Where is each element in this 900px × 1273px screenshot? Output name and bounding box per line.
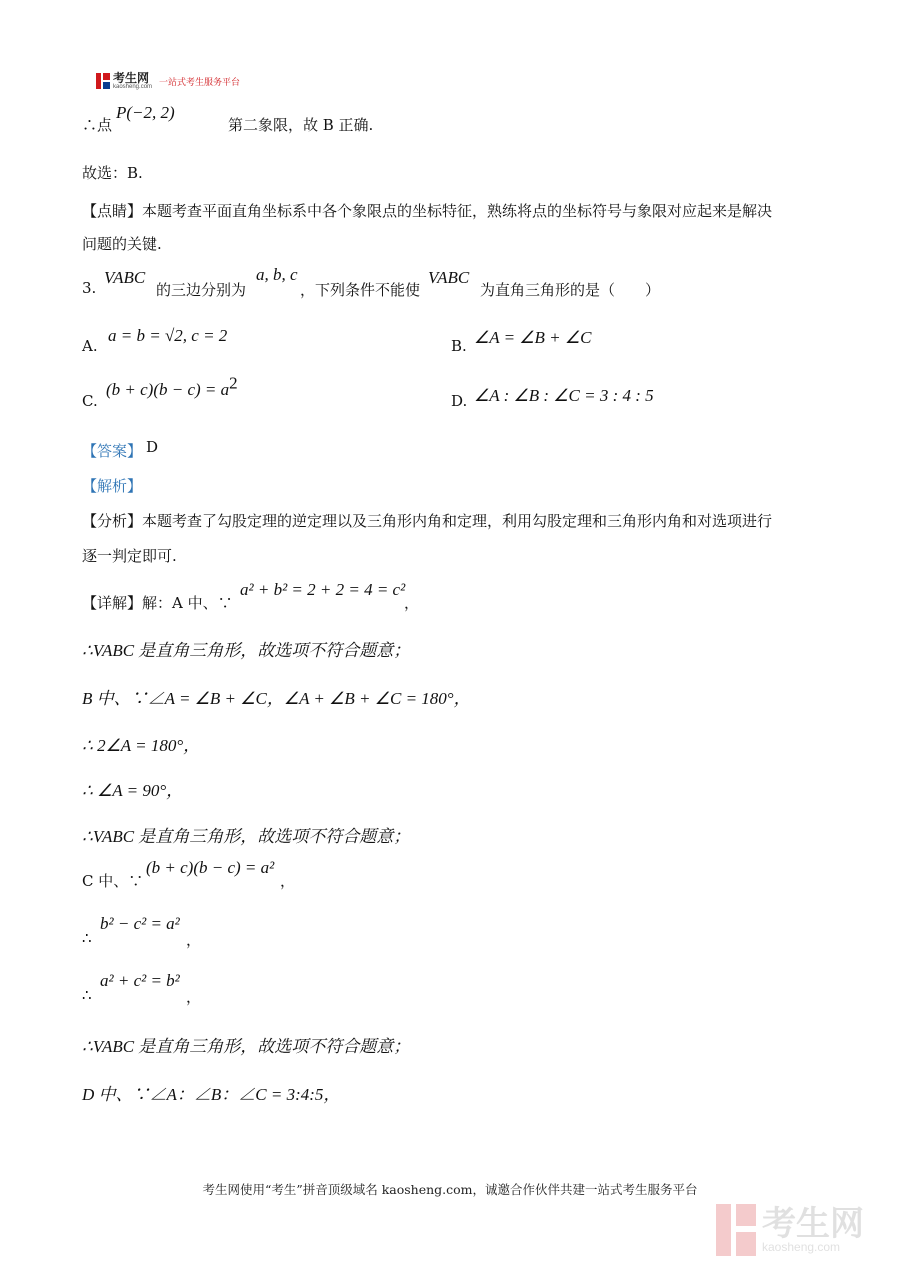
answer-tag: 【答案】: [82, 442, 143, 460]
header-logo: [96, 72, 240, 90]
choose-line: 故选：B.: [82, 164, 143, 182]
line-point-prefix: ∴点: [82, 116, 113, 134]
option-b-expr: ∠A = ∠B + ∠C: [474, 328, 592, 347]
option-c-expr: (b + c)(b − c) = a: [106, 380, 230, 399]
step-9: ∴VABC 是直角三角形，故选项不符合题意；: [82, 1037, 411, 1056]
step-6-expr: (b + c)(b − c) = a²: [146, 858, 275, 877]
option-a-label: A.: [82, 337, 98, 355]
detail-expr: a² + b² = 2 + 2 = 4 = c²: [240, 580, 406, 599]
logo-title: 考生网: [113, 71, 150, 85]
step-4: ∴ ∠A = 90°，: [82, 781, 184, 800]
comment-line-1: 【点睛】本题考查平面直角坐标系中各个象限点的坐标特征，熟练将点的坐标符号与象限对应起来是解决: [82, 202, 773, 220]
watermark-logo-icon: [716, 1204, 756, 1256]
watermark: [716, 1204, 864, 1256]
comment-line-2: 问题的关键.: [82, 235, 162, 253]
step-8-suffix: ，: [186, 988, 202, 1006]
question-text-2: ，下列条件不能使: [300, 281, 421, 299]
logo-domain: kaosheng.com: [113, 84, 153, 90]
analysis-tag: 【解析】: [82, 477, 143, 495]
line-point-suffix: 第二象限，故 B 正确.: [228, 116, 374, 134]
footer-text: 考生网使用“考生”拼音顶级域名 kaosheng.com，诚邀合作伙伴共建一站式考生服务平台: [202, 1182, 698, 1197]
analysis-line-2: 逐一判定即可.: [82, 547, 177, 565]
option-a-expr: a = b = √2, c = 2: [108, 326, 228, 345]
step-2: B 中、∵∠A = ∠B + ∠C，∠A + ∠B + ∠C = 180°，: [82, 689, 471, 708]
step-8-prefix: ∴: [82, 986, 92, 1004]
answer-value: D: [146, 438, 159, 456]
step-3: ∴ 2∠A = 180°，: [82, 736, 201, 755]
analysis-line-1: 【分析】本题考查了勾股定理的逆定理以及三角形内角和定理，利用勾股定理和三角形内角和对选项进行: [82, 512, 773, 530]
option-d-expr: ∠A : ∠B : ∠C = 3 : 4 : 5: [474, 386, 654, 405]
step-1: ∴VABC 是直角三角形，故选项不符合题意；: [82, 641, 411, 660]
step-10: D 中、∵∠A：∠B：∠C = 3:4:5，: [82, 1085, 341, 1104]
step-7-prefix: ∴: [82, 929, 92, 947]
question-triangle-1: VABC: [104, 268, 146, 287]
question-triangle-2: VABC: [428, 268, 470, 287]
step-5: ∴VABC 是直角三角形，故选项不符合题意；: [82, 827, 411, 846]
watermark-title: 考生网: [762, 1204, 864, 1244]
line-point-coord: P(−2, 2): [116, 103, 175, 122]
question-text-1: 的三边分别为: [156, 281, 247, 299]
option-c-label: C.: [82, 392, 98, 410]
question-sides: a, b, c: [256, 265, 298, 284]
step-8-expr: a² + c² = b²: [100, 971, 180, 990]
brand-logo-icon: [96, 73, 110, 89]
question-number: 3.: [82, 279, 97, 297]
watermark-domain: kaosheng.com: [762, 1240, 841, 1254]
detail-suffix: ，: [404, 594, 420, 612]
option-c-expr-wrap: $(b + c)(b - c) = a^2$: [106, 373, 238, 399]
option-d-label: D.: [451, 392, 468, 410]
question-text-3: 为直角三角形的是（ ）: [480, 281, 661, 299]
logo-slogan: 一站式考生服务平台: [159, 77, 241, 88]
step-6-suffix: ，: [280, 872, 296, 890]
option-b-label: B.: [451, 337, 467, 355]
step-7-expr: b² − c² = a²: [100, 914, 180, 933]
step-7-suffix: ，: [186, 931, 202, 949]
step-6-prefix: C 中、∵: [82, 872, 144, 890]
detail-prefix: 【详解】解：A 中、∵: [82, 594, 233, 612]
